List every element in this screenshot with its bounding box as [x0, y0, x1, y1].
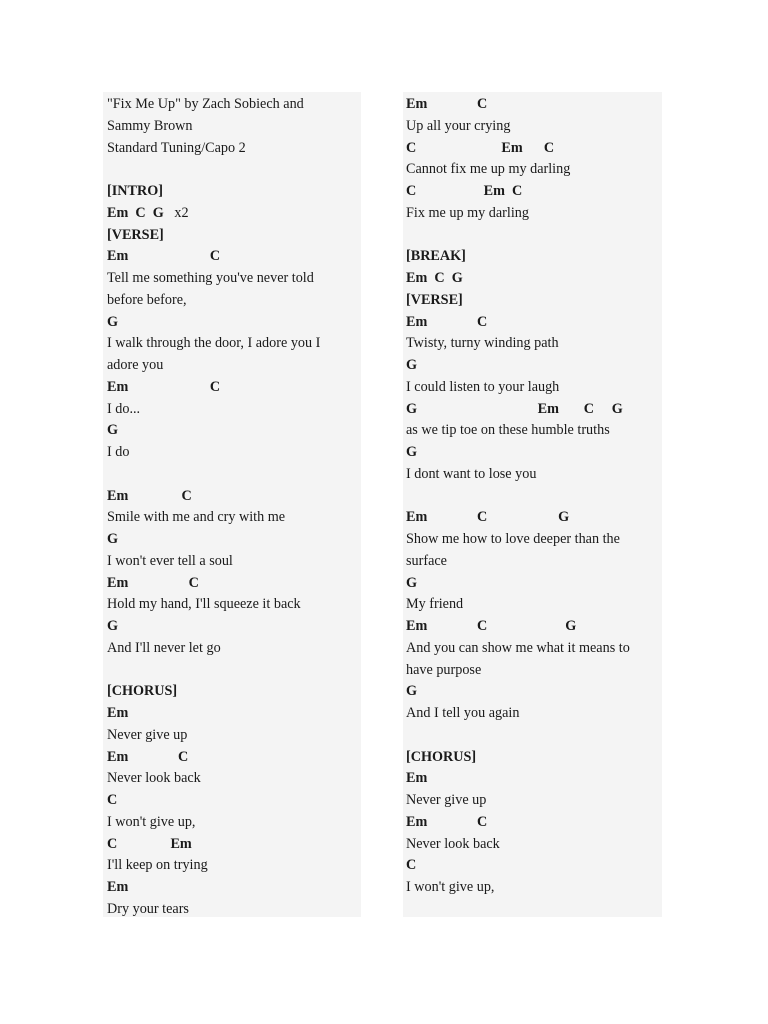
- lyric-line: Never give up: [107, 726, 188, 743]
- lyric-line: Cannot fix me up my darling: [406, 161, 571, 178]
- section-heading: [INTRO]: [107, 183, 163, 199]
- chord-line: G: [406, 444, 418, 460]
- lyric-line: I won't give up,: [406, 879, 495, 895]
- section-heading: [VERSE]: [107, 226, 164, 243]
- lyric-line: as we tip toe on these humble truths: [406, 422, 610, 439]
- lyric-line: I'll keep on trying: [107, 857, 208, 874]
- blank-line: [107, 464, 361, 486]
- chord-line: G: [107, 618, 119, 634]
- lyric-line: I won't ever tell a soul: [107, 552, 233, 569]
- lyric-line: And I'll never let go: [107, 639, 221, 656]
- lyric-line: Standard Tuning/Capo 2: [107, 139, 246, 156]
- lyrics-column-right: [403, 92, 662, 917]
- lyric-line: I do: [107, 444, 130, 460]
- chord-line: Em C: [406, 96, 488, 112]
- blank-line: [406, 486, 662, 508]
- lyric-line: Fix me up my darling: [406, 204, 529, 221]
- lyric-line: Never look back: [107, 770, 201, 787]
- chord-line: Em: [107, 879, 129, 895]
- section-heading: [CHORUS]: [107, 683, 178, 700]
- lyric-line: And you can show me what it means to: [406, 639, 630, 656]
- lyric-line: Smile with me and cry with me: [107, 509, 286, 526]
- chord-line: G: [107, 313, 119, 330]
- blank-line: [107, 660, 361, 682]
- lyric-line: I walk through the door, I adore you I: [107, 335, 321, 352]
- chord-line: Em C: [107, 378, 221, 395]
- lyric-line: Twisty, turny winding path: [406, 335, 559, 352]
- lyric-line: And I tell you again: [406, 705, 520, 721]
- lyric-line: Up all your crying: [406, 117, 511, 134]
- chord-line: Em C: [107, 748, 189, 765]
- lyrics-column-left: [103, 92, 361, 917]
- chord-line: Em C: [107, 574, 199, 591]
- lyric-line: Hold my hand, I'll squeeze it back: [107, 596, 301, 613]
- chord-line: C: [107, 792, 118, 808]
- lyric-line: Dry your tears: [107, 900, 189, 917]
- chord-line: Em: [107, 705, 129, 721]
- chord-line: G: [107, 422, 119, 439]
- chord-line: Em C: [107, 487, 192, 504]
- chord-line: C: [406, 857, 417, 874]
- chord-line: Em C: [107, 248, 221, 265]
- lyric-line: have purpose: [406, 661, 482, 678]
- chord-line: Em C: [406, 813, 488, 830]
- chord-line: Em: [406, 770, 428, 787]
- section-heading: [BREAK]: [406, 248, 466, 265]
- lyric-line: I do...: [107, 400, 141, 417]
- chord-line: G Em C G: [406, 400, 623, 417]
- chord-line: Em C: [406, 313, 488, 330]
- repeat-count: x2: [163, 204, 189, 221]
- chord-line: Em C G: [406, 618, 577, 634]
- chord-line: G: [406, 683, 418, 700]
- lyric-line: "Fix Me Up" by Zach Sobiech and: [107, 96, 304, 112]
- chord-line: C Em C: [406, 139, 555, 156]
- lyric-line: surface: [406, 552, 447, 569]
- lyric-line: Sammy Brown: [107, 117, 193, 134]
- chord-line: C Em: [107, 835, 192, 852]
- chord-line: G: [107, 531, 119, 547]
- lyric-line: I dont want to lose you: [406, 465, 537, 482]
- lyric-line: Never look back: [406, 835, 500, 852]
- chord-names: Em C G: [107, 204, 164, 221]
- chord-line: Em C G: [406, 509, 570, 526]
- lyric-line: My friend: [406, 596, 464, 613]
- lyric-line: I could listen to your laugh: [406, 378, 560, 395]
- chord-line: Em C G: [406, 270, 463, 286]
- lyric-line: Never give up: [406, 792, 487, 808]
- lyric-line: before before,: [107, 291, 187, 308]
- blank-line: [406, 725, 662, 747]
- lyric-line: Show me how to love deeper than the: [406, 531, 620, 547]
- blank-line: [406, 225, 662, 247]
- section-heading: [CHORUS]: [406, 748, 477, 765]
- lyric-line: Tell me something you've never told: [107, 270, 314, 286]
- chord-line: C Em C: [406, 183, 523, 199]
- chord-line: [107, 203, 361, 225]
- lyric-line: I won't give up,: [107, 813, 196, 830]
- section-heading: [VERSE]: [406, 291, 463, 308]
- blank-line: [107, 159, 361, 181]
- chord-line: G: [406, 574, 418, 591]
- lyric-line: adore you: [107, 357, 164, 373]
- chord-line: G: [406, 357, 418, 373]
